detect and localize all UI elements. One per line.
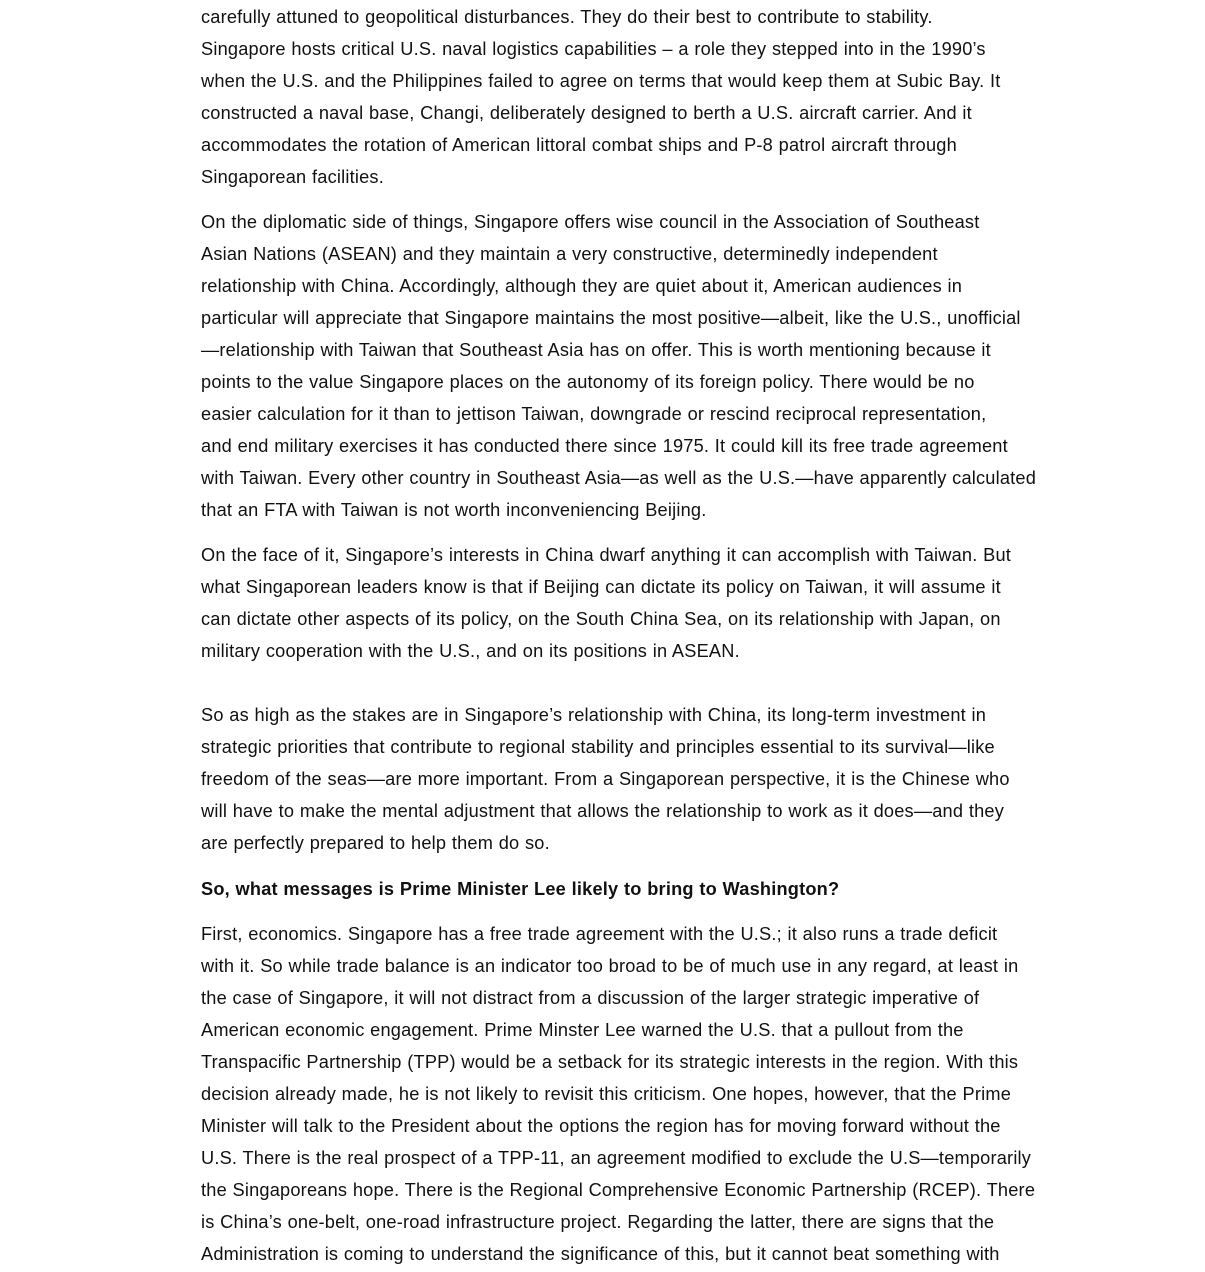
paragraph-line: with Taiwan. Every other country in Southeast Asia—as well as the U.S.—have apparently calculated	[201, 468, 1037, 488]
paragraph-line: —relationship with Taiwan that Southeast Asia has on offer. This is worth mentioning because it	[201, 340, 991, 360]
article-paragraph	[201, 1, 1000, 193]
section-heading: So, what messages is Prime Minister Lee likely to bring to Washington?	[201, 879, 840, 899]
paragraph-line: constructed a naval base, Changi, deliberately designed to berth a U.S. aircraft carrier. And it	[201, 103, 972, 123]
article-paragraph	[201, 918, 1035, 1270]
paragraph-line: Administration is coming to understand the significance of this, but it cannot beat something with	[201, 1244, 1000, 1264]
paragraph-line: will have to make the mental adjustment that allows the relationship to work as it does—and they	[201, 801, 1005, 821]
paragraph-line: strategic priorities that contribute to regional stability and principles essential to its survival—like	[201, 737, 995, 757]
paragraph-line: Singaporean facilities.	[201, 167, 384, 187]
paragraph-line: U.S. There is the real prospect of a TPP-11, an agreement modified to exclude the U.S—temporarily	[201, 1148, 1032, 1168]
paragraph-line: is China’s one-belt, one-road infrastructure project. Regarding the latter, there are signs that the	[201, 1212, 995, 1232]
paragraph-line: what Singaporean leaders know is that if Beijing can dictate its policy on Taiwan, it will assume it	[201, 577, 1001, 597]
article-paragraph	[201, 699, 1010, 859]
paragraph-line: that an FTA with Taiwan is not worth inconveniencing Beijing.	[201, 500, 707, 520]
paragraph-line: when the U.S. and the Philippines failed to agree on terms that would keep them at Subic Bay. It	[201, 71, 1001, 91]
paragraph-line: freedom of the seas—are more important. From a Singaporean perspective, it is the Chinese who	[201, 769, 1010, 789]
paragraph-line: First, economics. Singapore has a free trade agreement with the U.S.; it also runs a trade deficit	[201, 924, 998, 944]
paragraph-line: with it. So while trade balance is an indicator too broad to be of much use in any regard, at least in	[201, 956, 1019, 976]
paragraph-line: American economic engagement. Prime Minster Lee warned the U.S. that a pullout from the	[201, 1020, 964, 1040]
paragraph-line: decision already made, he is not likely to revisit this criticism. One hopes, however, that the Prime	[201, 1084, 1012, 1104]
paragraph-line: Minister will talk to the President about the options the region has for moving forward without the	[201, 1116, 1001, 1136]
article-paragraph	[201, 206, 1036, 526]
paragraph-line: particular will appreciate that Singapore maintains the most positive—albeit, like the U.S., unofficial	[201, 308, 1021, 328]
paragraph-line: relationship with China. Accordingly, although they are quiet about it, American audiences in	[201, 276, 963, 296]
paragraph-line: the Singaporeans hope. There is the Regional Comprehensive Economic Partnership (RCEP). There	[201, 1180, 1036, 1200]
paragraph-line: Transpacific Partnership (TPP) would be a setback for its strategic interests in the region. With this	[201, 1052, 1019, 1072]
article-paragraph	[201, 539, 1011, 667]
paragraph-line: Asian Nations (ASEAN) and they maintain a very constructive, determinedly independent	[201, 244, 938, 264]
paragraph-line: and end military exercises it has conducted there since 1975. It could kill its free trade agreement	[201, 436, 1008, 456]
paragraph-line: Singapore hosts critical U.S. naval logistics capabilities – a role they stepped into in the 1990’s	[201, 39, 986, 59]
paragraph-line: accommodates the rotation of American littoral combat ships and P-8 patrol aircraft through	[201, 135, 957, 155]
paragraph-line: can dictate other aspects of its policy, on the South China Sea, on its relationship with Japan, on	[201, 609, 1001, 629]
paragraph-line: points to the value Singapore places on the autonomy of its foreign policy. There would be no	[201, 372, 975, 392]
paragraph-line: On the face of it, Singapore’s interests in China dwarf anything it can accomplish with Taiwan. But	[201, 545, 1012, 565]
paragraph-line: carefully attuned to geopolitical disturbances. They do their best to contribute to stability.	[201, 7, 933, 27]
paragraph-line: the case of Singapore, it will not distract from a discussion of the larger strategic imperative of	[201, 988, 980, 1008]
paragraph-line: easier calculation for it than to jettison Taiwan, downgrade or rescind reciprocal representation,	[201, 404, 987, 424]
paragraph-line: are perfectly prepared to help them do so.	[201, 833, 550, 853]
paragraph-line: On the diplomatic side of things, Singapore offers wise council in the Association of Southeast	[201, 212, 980, 232]
paragraph-line: military cooperation with the U.S., and on its positions in ASEAN.	[201, 641, 740, 661]
paragraph-line: So as high as the stakes are in Singapore’s relationship with China, its long-term investment in	[201, 705, 987, 725]
